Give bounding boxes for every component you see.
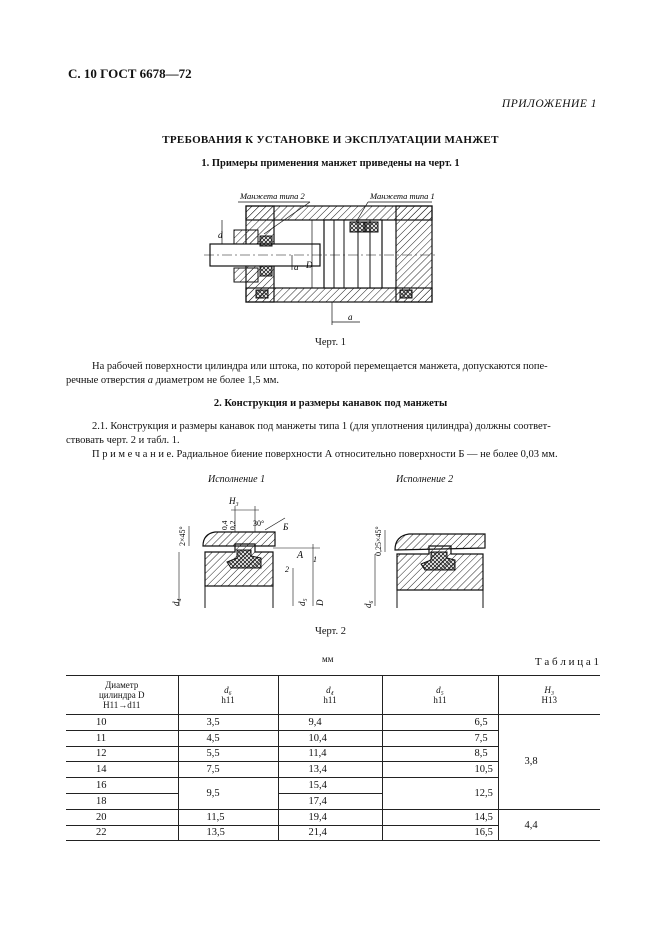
table-label: Т а б л и ц а 1 bbox=[534, 656, 599, 668]
document-title: ТРЕБОВАНИЯ К УСТАНОВКЕ И ЭКСПЛУАТАЦИИ МАНЖЕТ bbox=[162, 134, 499, 146]
dim-chamfer-2x45: 2×45° bbox=[178, 526, 187, 546]
section1-paragraph-line2: речные отверстия a диаметром не более 1,5 мм. bbox=[66, 375, 280, 386]
table-row: 10 3,5 9,4 6,5 3,8 bbox=[66, 715, 600, 731]
dim-d6: d₆ bbox=[363, 600, 373, 608]
grooves-table bbox=[66, 675, 600, 841]
dim-D-fig2: D bbox=[315, 599, 325, 606]
table-row: 16 9,5 15,4 12,5 bbox=[66, 778, 600, 794]
table-header-row bbox=[66, 676, 600, 715]
dim-d: d bbox=[218, 230, 223, 240]
section2-paragraph-line2: ствовать черт. 2 и табл. 1. bbox=[66, 435, 180, 446]
label-2: 2 bbox=[285, 565, 289, 574]
header-d5: d₅ h11 bbox=[382, 676, 498, 715]
dim-H3: H₃ bbox=[229, 496, 239, 506]
figure-1-drawing bbox=[200, 180, 440, 330]
dim-0-2: 0,2 bbox=[228, 520, 237, 530]
label-1: 1 bbox=[313, 555, 317, 564]
header-cylinder-diameter: Диаметр цилиндра D H11→d11 bbox=[66, 676, 178, 715]
figure-1-caption: Черт. 1 bbox=[315, 337, 346, 348]
table-row: 18 17,4 bbox=[66, 793, 600, 809]
section2-heading: 2. Конструкция и размеры канавок под манжеты bbox=[213, 398, 448, 409]
dim-0-4: 0,4 bbox=[220, 520, 229, 530]
figure-2-caption: Черт. 2 bbox=[315, 626, 346, 637]
dim-d5: d₅ bbox=[297, 598, 307, 606]
dim-a-bottom: a bbox=[348, 312, 353, 322]
table-row: 22 13,5 21,4 16,5 bbox=[66, 825, 600, 841]
dim-d4: d₄ bbox=[171, 598, 181, 606]
table-row: 20 11,5 19,4 14,5 4,4 bbox=[66, 809, 600, 825]
appendix-label: ПРИЛОЖЕНИЕ 1 bbox=[501, 98, 597, 110]
figure-2-variant1-drawing bbox=[165, 486, 335, 611]
table-row: 14 7,5 13,4 10,5 bbox=[66, 762, 600, 778]
label-A: А bbox=[297, 550, 304, 561]
table-row: 11 4,5 10,4 7,5 bbox=[66, 730, 600, 746]
h3-group-1: 3,8 bbox=[498, 715, 600, 810]
table-units: мм bbox=[322, 654, 334, 664]
h3-group-2: 4,4 bbox=[498, 809, 600, 841]
section1-paragraph-line1: На рабочей поверхности цилиндра или штока, по которой перемещается манжета, допускаются попе- bbox=[92, 361, 548, 372]
label-seal-type1: Манжета типа 1 bbox=[370, 191, 435, 201]
dim-a-left: a bbox=[294, 262, 299, 272]
figure-2-variant2-drawing bbox=[355, 486, 495, 611]
label-seal-type2: Манжета типа 2 bbox=[240, 191, 305, 201]
header-d4: d₄ h11 bbox=[278, 676, 382, 715]
dim-chamfer-0-25x45: 0,25×45° bbox=[374, 526, 383, 556]
header-d6: d₆ h11 bbox=[178, 676, 278, 715]
page-header: С. 10 ГОСТ 6678—72 bbox=[68, 66, 192, 81]
variant2-label: Исполнение 2 bbox=[396, 474, 454, 485]
table-row: 12 5,5 11,4 8,5 bbox=[66, 746, 600, 762]
section2-note: П р и м е ч а н и е. Радиальное биение поверхности А относительно поверхности Б — не более 0,03 мм. bbox=[92, 449, 558, 460]
section2-paragraph-line1: 2.1. Конструкция и размеры канавок под манжеты типа 1 (для уплотнения цилиндра) должны соответ- bbox=[92, 421, 551, 432]
header-H3: H₃ H13 bbox=[498, 676, 600, 715]
label-B: Б bbox=[283, 522, 289, 532]
dim-30deg: 30° bbox=[253, 519, 265, 528]
section1-heading: 1. Примеры применения манжет приведены на черт. 1 bbox=[201, 158, 460, 169]
dim-D: D bbox=[306, 260, 313, 270]
variant1-label: Исполнение 1 bbox=[208, 474, 266, 485]
